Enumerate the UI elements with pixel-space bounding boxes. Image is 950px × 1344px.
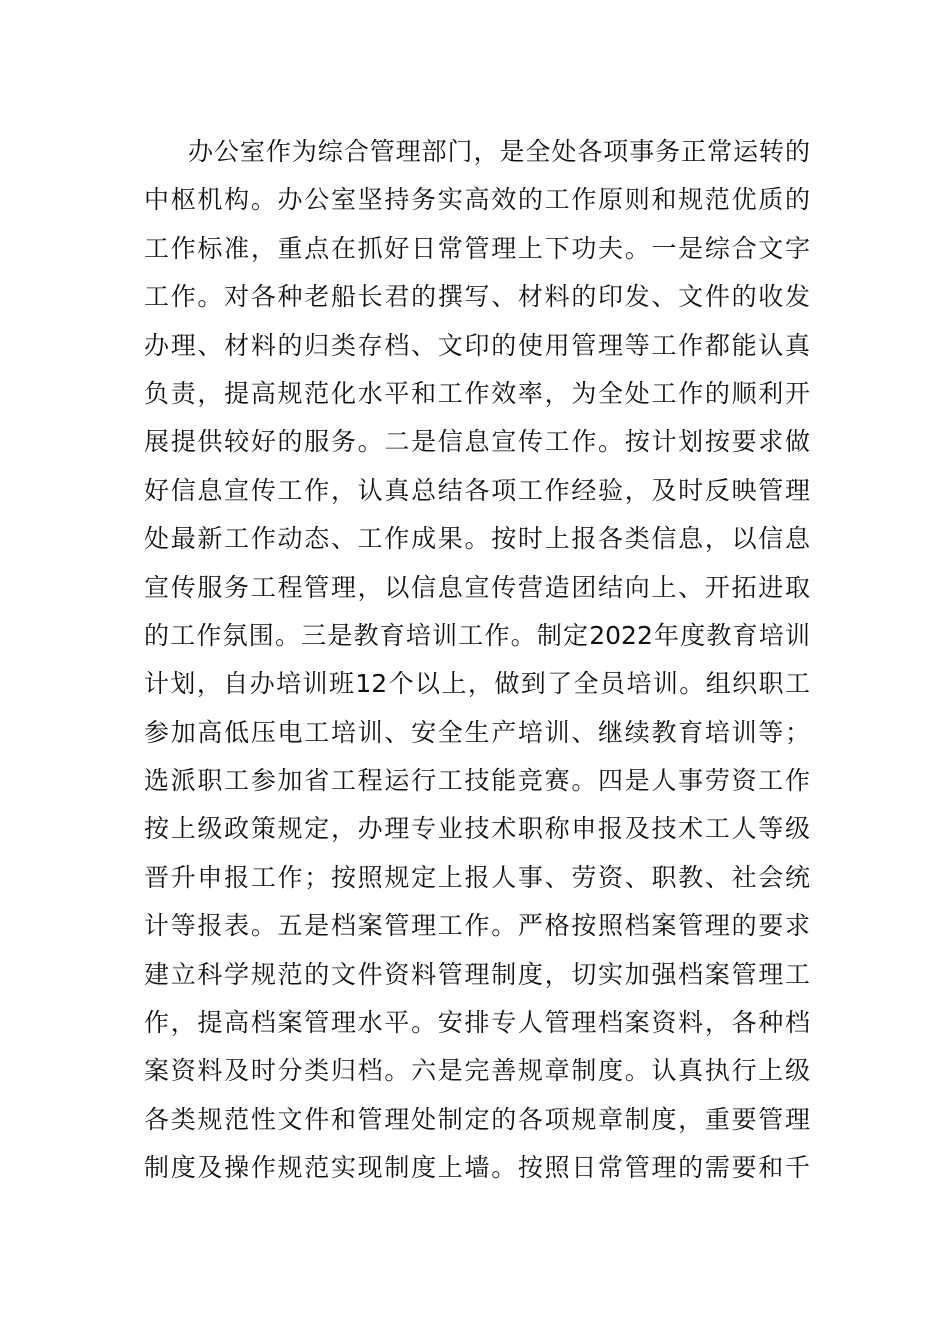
paragraph-line: 作，提高档案管理水平。安排专人管理档案资料，各种档 (144, 1008, 810, 1038)
paragraph-line: 好信息宣传工作，认真总结各项工作经验，及时反映管理 (144, 475, 810, 505)
paragraph-line: 的工作氛围。三是教育培训工作。制定2022年度教育培训 (144, 620, 810, 650)
paragraph-line: 各类规范性文件和管理处制定的各项规章制度，重要管理 (144, 1104, 810, 1134)
paragraph-line: 宣传服务工程管理，以信息宣传营造团结向上、开拓进取 (144, 572, 810, 602)
paragraph-line: 按上级政策规定，办理专业技术职称申报及技术工人等级 (144, 814, 810, 844)
paragraph-line: 工作标准，重点在抓好日常管理上下功夫。一是综合文字 (144, 233, 810, 263)
paragraph-line: 选派职工参加省工程运行工技能竞赛。四是人事劳资工作 (144, 766, 810, 796)
paragraph-line: 计等报表。五是档案管理工作。严格按照档案管理的要求 (144, 911, 810, 941)
paragraph-line: 负责，提高规范化水平和工作效率，为全处工作的顺利开 (144, 378, 810, 408)
paragraph-line: 工作。对各种老船长君的撰写、材料的印发、文件的收发 (144, 282, 810, 312)
paragraph-line: 展提供较好的服务。二是信息宣传工作。按计划按要求做 (144, 427, 810, 457)
paragraph-line: 晋升申报工作；按照规定上报人事、劳资、职教、社会统 (144, 862, 810, 892)
paragraph-line: 中枢机构。办公室坚持务实高效的工作原则和规范优质的 (144, 185, 810, 215)
paragraph-line: 参加高低压电工培训、安全生产培训、继续教育培训等； (144, 717, 810, 747)
paragraph-line: 建立科学规范的文件资料管理制度，切实加强档案管理工 (144, 959, 810, 989)
paragraph-line: 案资料及时分类归档。六是完善规章制度。认真执行上级 (144, 1056, 810, 1086)
paragraph-line: 处最新工作动态、工作成果。按时上报各类信息，以信息 (144, 524, 810, 554)
paragraph-line: 计划，自办培训班12个以上，做到了全员培训。组织职工 (144, 669, 810, 699)
paragraph-line: 制度及操作规范实现制度上墙。按照日常管理的需要和千 (144, 1153, 810, 1183)
paragraph-line: 办公室作为综合管理部门，是全处各项事务正常运转的 (188, 137, 810, 166)
body-paragraph (144, 128, 810, 1193)
paragraph-line: 办理、材料的归类存档、文印的使用管理等工作都能认真 (144, 330, 810, 360)
